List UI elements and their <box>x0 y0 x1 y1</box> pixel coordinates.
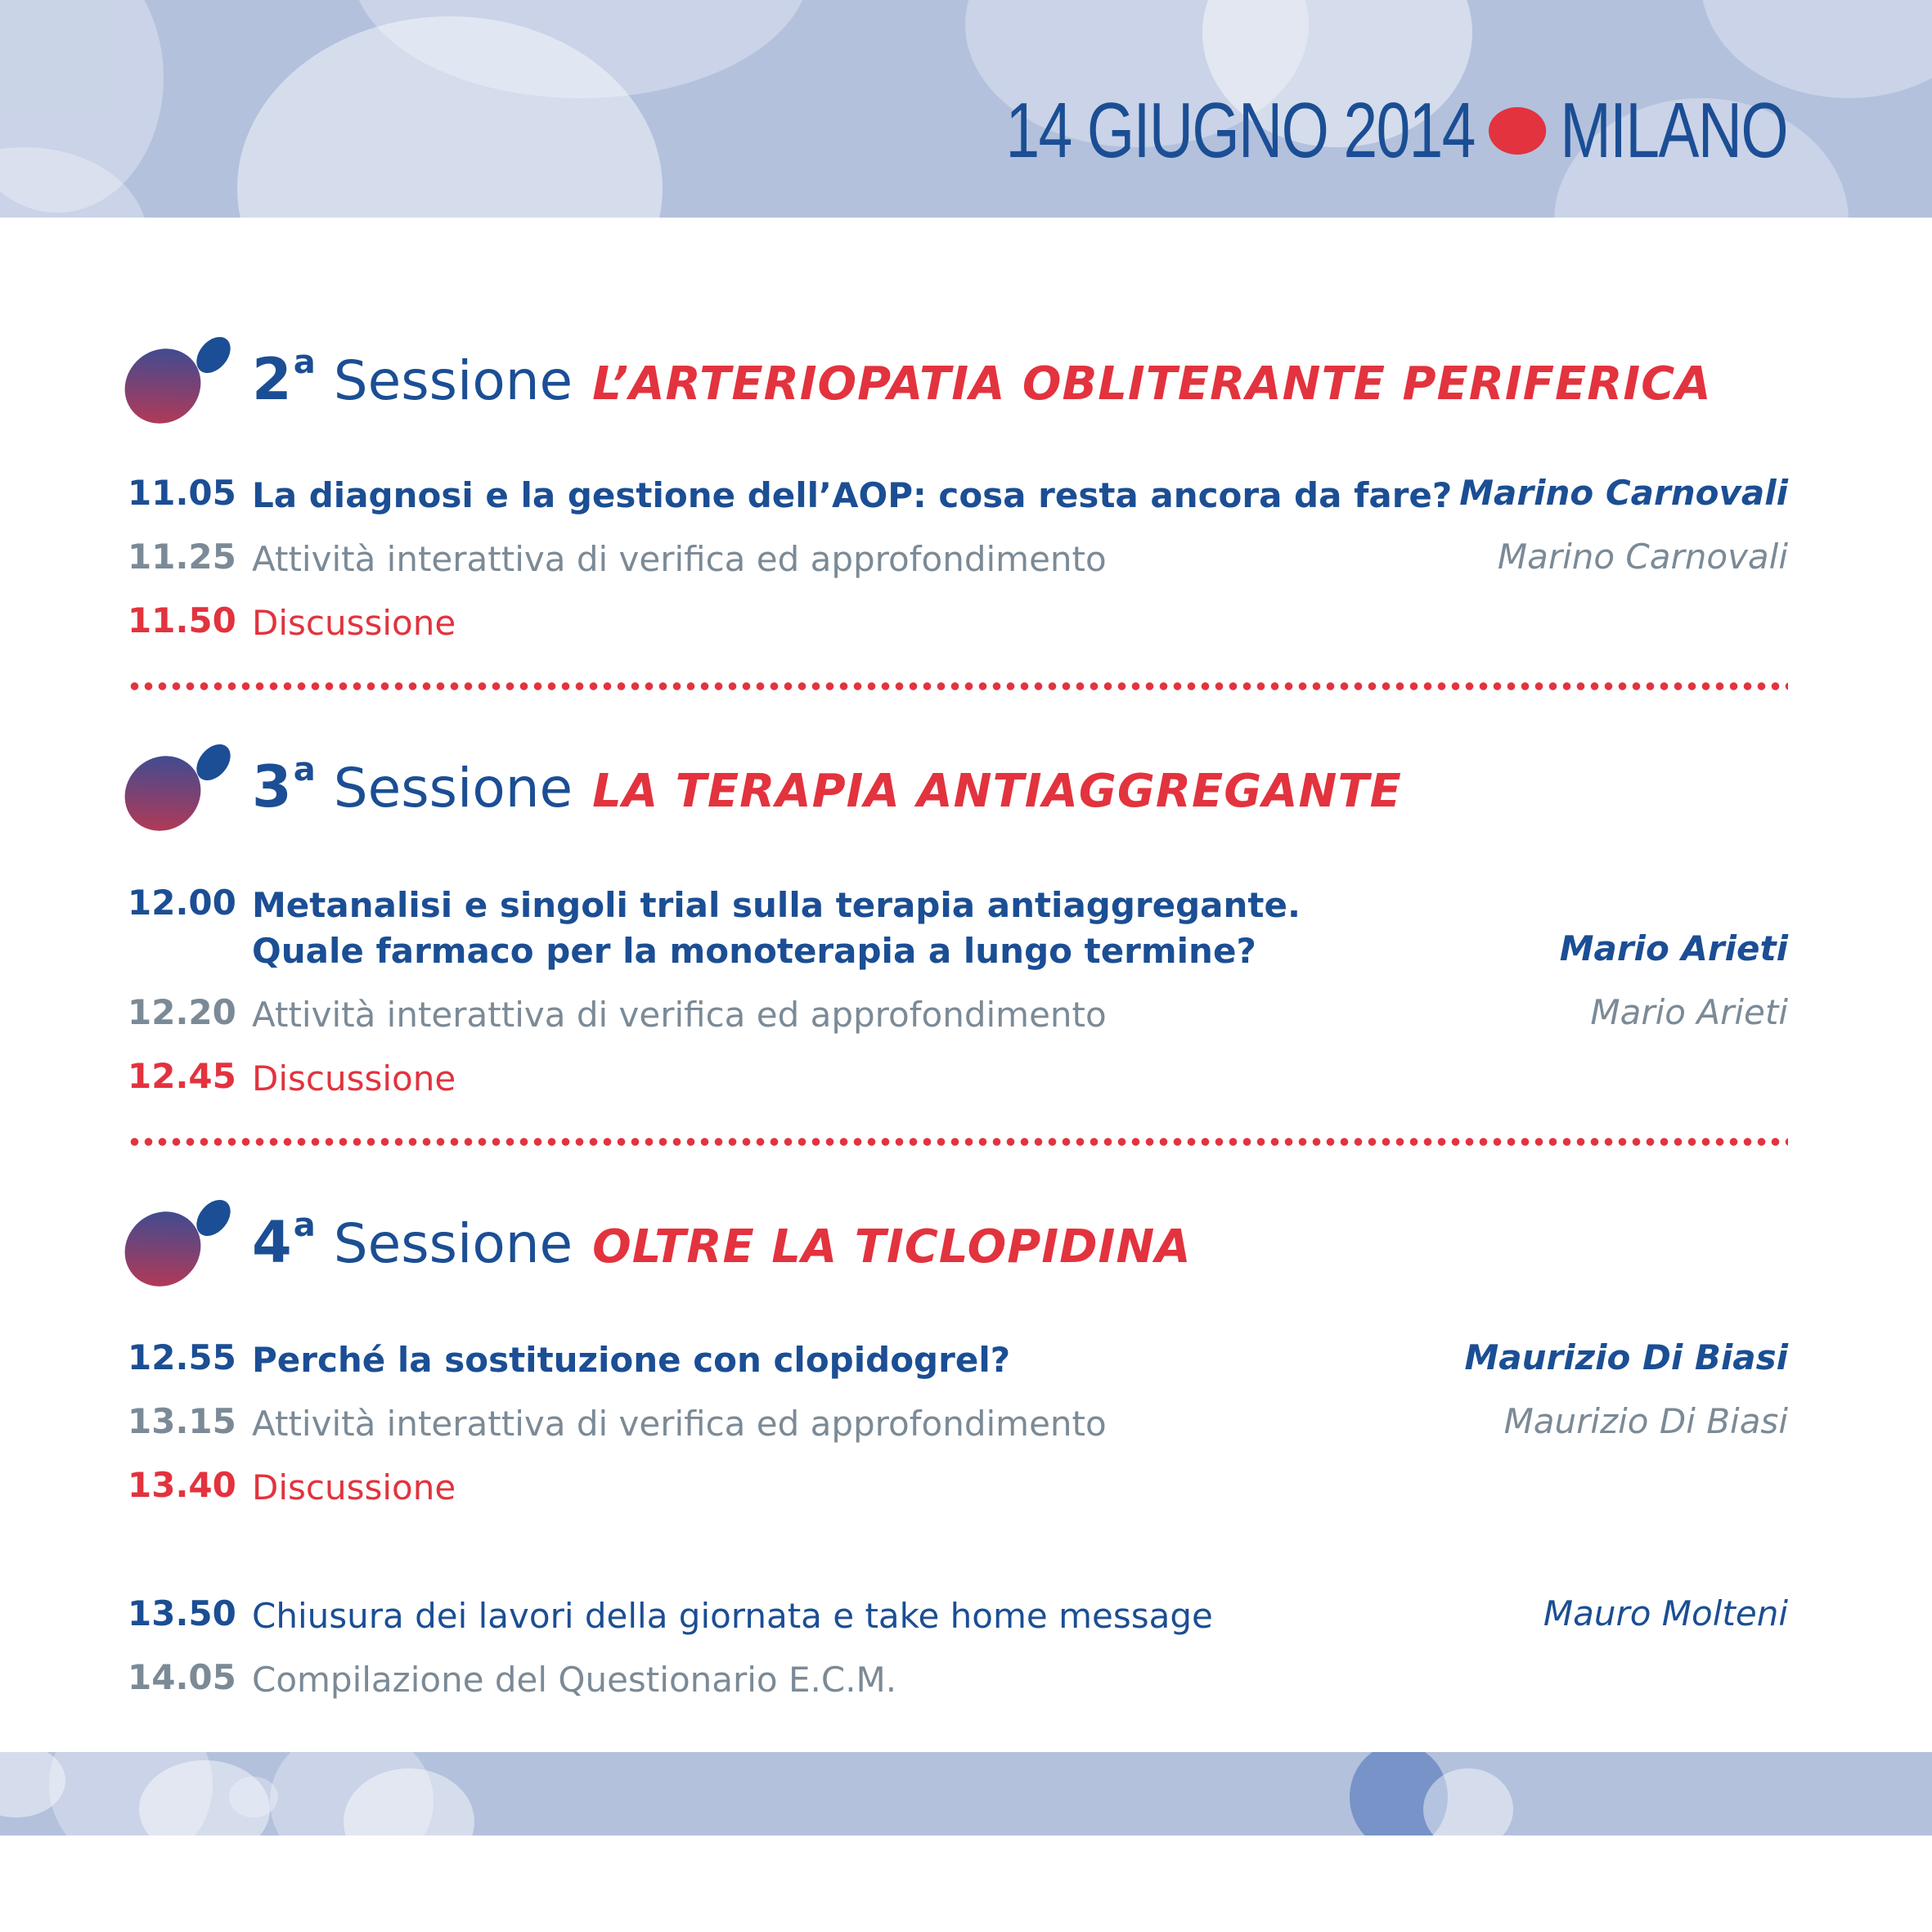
decorative-bubble <box>1701 0 1932 98</box>
agenda-time: 13.15 <box>128 1401 236 1441</box>
event-city: MILANO <box>1560 87 1787 174</box>
agenda-speaker: Maurizio Di Biasi <box>1464 1337 1788 1377</box>
agenda-title-line2: Quale farmaco per la monoterapia a lungo termine? <box>252 931 1256 971</box>
agenda-speaker: Mario Arieti <box>1559 928 1788 968</box>
top-banner <box>0 0 1932 218</box>
agenda-title: Perché la sostituzione con clopidogrel? <box>252 1340 1011 1380</box>
session-word: Sessione <box>333 349 573 412</box>
session-ordinal: a <box>293 1206 316 1244</box>
agenda-title: Attività interattiva di verifica ed approfondimento <box>252 539 1107 579</box>
agenda-title: Discussione <box>252 1058 456 1099</box>
session-ordinal: a <box>293 751 316 789</box>
session-word: Sessione <box>333 1212 573 1275</box>
agenda-title: Metanalisi e singoli trial sulla terapia antiaggregante. <box>252 885 1301 925</box>
bottom-banner <box>0 1752 1932 1835</box>
agenda-time: 11.05 <box>128 473 236 513</box>
agenda-title: Discussione <box>252 1467 456 1507</box>
session-3-heading <box>124 739 1842 861</box>
session-logo-icon <box>124 1194 239 1292</box>
session-word: Sessione <box>333 757 573 820</box>
agenda-time: 12.20 <box>128 992 236 1032</box>
red-dot-separator <box>1489 107 1546 155</box>
agenda-speaker: Maurizio Di Biasi <box>1503 1401 1788 1441</box>
agenda-time: 12.55 <box>128 1337 236 1377</box>
agenda-time: 12.45 <box>128 1056 236 1096</box>
agenda-title: La diagnosi e la gestione dell’AOP: cosa resta ancora da fare? <box>252 475 1453 515</box>
session-topic: LA TERAPIA ANTIAGGREGANTE <box>592 765 1402 818</box>
agenda-speaker: Marino Carnovali <box>1497 537 1788 577</box>
session-number: 3 <box>252 753 292 820</box>
agenda-time: 11.25 <box>128 537 236 577</box>
agenda-time: 13.50 <box>128 1593 236 1633</box>
dotted-divider <box>128 681 1788 691</box>
agenda-time: 14.05 <box>128 1657 236 1697</box>
session-topic: OLTRE LA TICLOPIDINA <box>592 1220 1192 1274</box>
agenda-speaker: Mauro Molteni <box>1543 1593 1788 1633</box>
event-date-location <box>1005 86 1787 176</box>
session-ordinal: a <box>293 344 316 381</box>
session-number: 4 <box>252 1209 292 1276</box>
agenda-title: Compilazione del Questionario E.C.M. <box>252 1660 897 1700</box>
agenda-title: Attività interattiva di verifica ed approfondimento <box>252 995 1107 1035</box>
session-logo-icon <box>124 739 239 837</box>
agenda-title: Chiusura dei lavori della giornata e take home message <box>252 1596 1213 1636</box>
event-date: 14 GIUGNO 2014 <box>1005 87 1475 174</box>
dotted-divider <box>128 1137 1788 1147</box>
session-2-heading <box>124 331 1842 454</box>
agenda-speaker: Marino Carnovali <box>1459 473 1788 513</box>
agenda-speaker: Mario Arieti <box>1590 992 1788 1032</box>
agenda-title: Attività interattiva di verifica ed approfondimento <box>252 1404 1107 1444</box>
agenda-time: 13.40 <box>128 1465 236 1505</box>
session-4-heading <box>124 1194 1842 1317</box>
session-logo-icon <box>124 331 239 429</box>
agenda-title: Discussione <box>252 603 456 643</box>
session-number: 2 <box>252 346 292 413</box>
agenda-time: 12.00 <box>128 883 236 923</box>
session-topic: L’ARTERIOPATIA OBLITERANTE PERIFERICA <box>592 357 1712 411</box>
agenda-time: 11.50 <box>128 600 236 640</box>
